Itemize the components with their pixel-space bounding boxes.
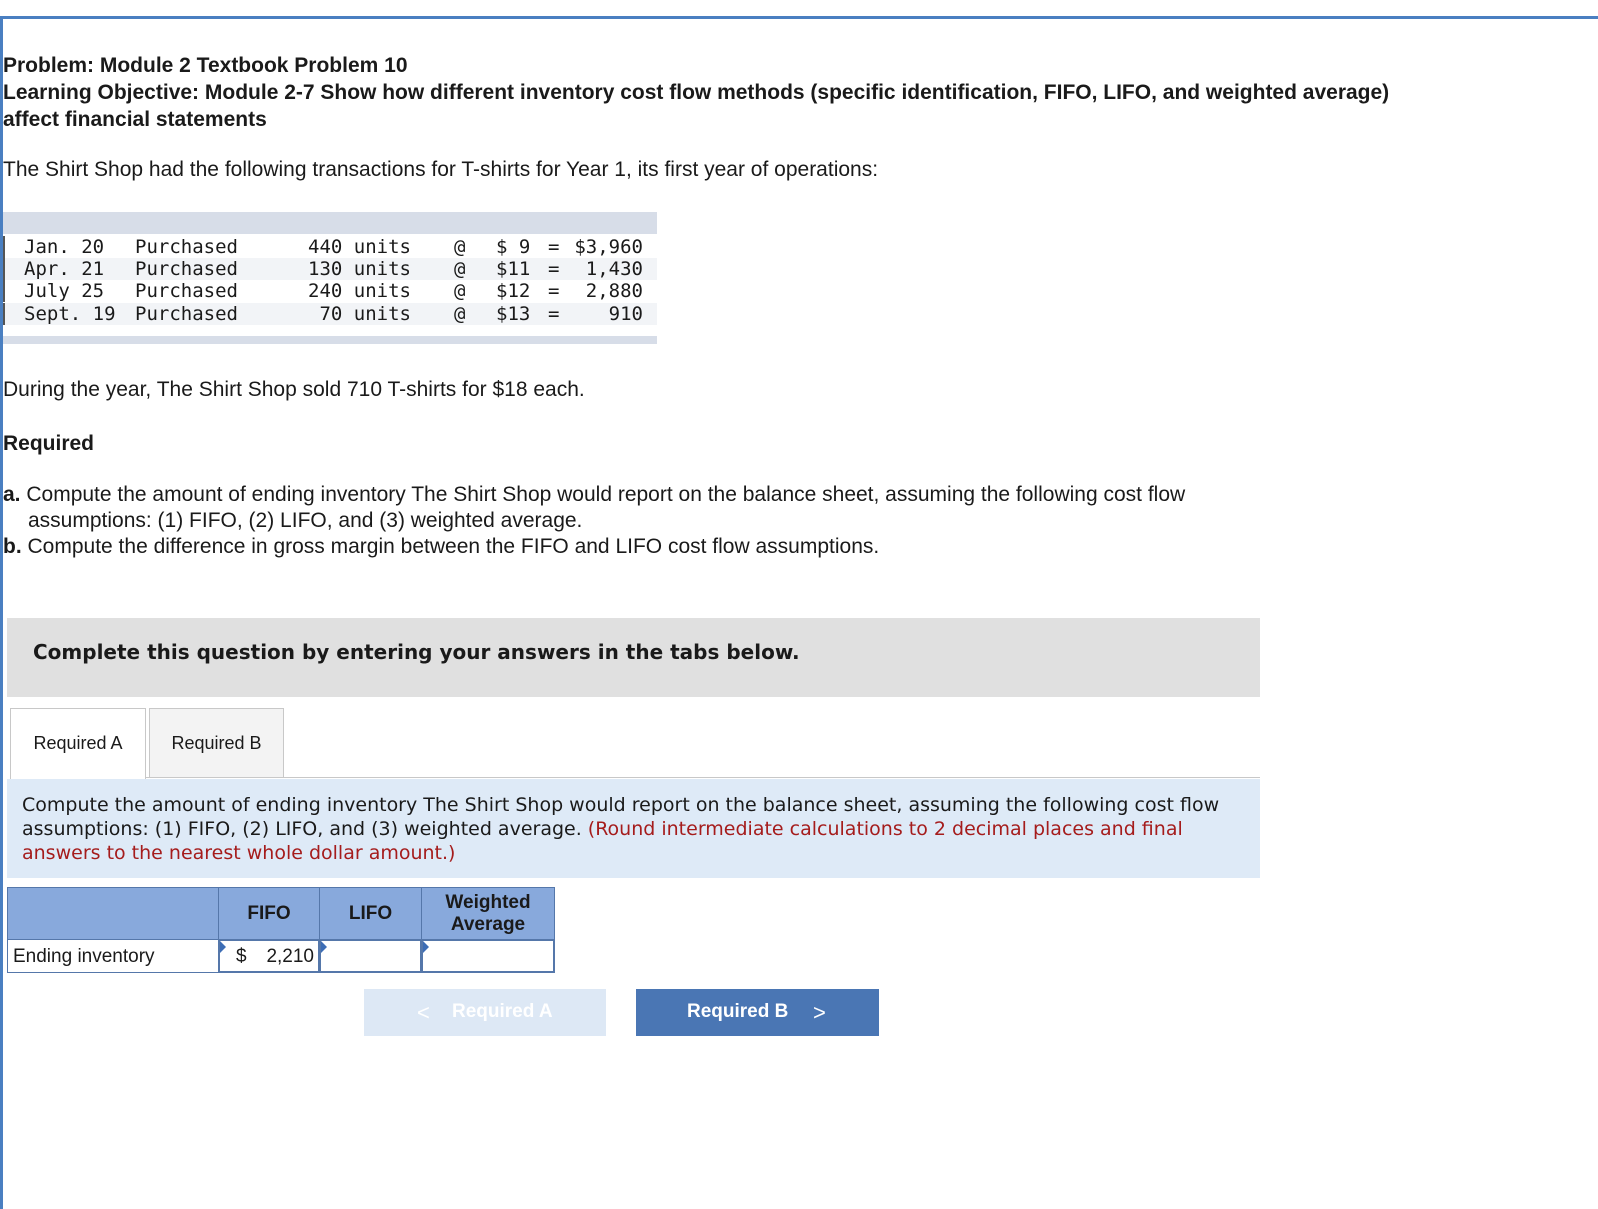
prev-required-a-button[interactable]	[364, 989, 606, 1036]
required-b-text	[3, 535, 879, 559]
tab-required-b[interactable]	[149, 708, 284, 778]
input-flag-icon	[220, 941, 226, 953]
transactions-table	[3, 212, 657, 344]
learning-objective: Learning Objective: Module 2-7 Show how different inventory cost flow methods (specific identification, FIFO, LIFO, and weighted average) affect financial statements	[3, 81, 1390, 131]
complete-banner	[7, 618, 1260, 697]
instruction-text: Compute the amount of ending inventory The Shirt Shop would report on the balance sheet, assuming the following cost flow assumptions: (1) FIFO, (2) LIFO, and (3) weighted average.	[22, 794, 1220, 840]
sold-text: During the year, The Shirt Shop sold 710 T-shirts for $18 each.	[3, 378, 585, 401]
header-lifo: LIFO	[319, 887, 422, 940]
tx-date: Jan. 20	[24, 236, 105, 258]
tab-label: Required B	[171, 733, 262, 753]
rounding-note: (Round intermediate calculations to 2 decimal places and final answers to the nearest whole dollar amount.)	[22, 818, 1183, 864]
required-a-body: Compute the amount of ending inventory The Shirt Shop would report on the balance sheet, assuming the following cost flow	[26, 483, 1186, 506]
next-required-b-button[interactable]	[636, 989, 879, 1036]
tx-equals: =	[548, 258, 560, 280]
fifo-input[interactable]	[218, 939, 320, 973]
lifo-input[interactable]	[319, 939, 422, 973]
input-flag-icon	[321, 941, 327, 953]
complete-prompt: Complete this question by entering your answers in the tabs below.	[33, 640, 800, 664]
prev-button-label: Required A	[452, 1001, 553, 1022]
tx-action: Purchased	[135, 303, 238, 325]
tx-action: Purchased	[135, 258, 238, 280]
tx-date: Sept. 19	[24, 303, 116, 325]
tx-total: $3,960	[574, 236, 643, 258]
table-row	[3, 236, 657, 258]
header-fifo: FIFO	[218, 887, 320, 940]
table-row	[3, 280, 657, 302]
tx-units: 70 units	[319, 303, 411, 325]
tx-units: 130 units	[308, 258, 411, 280]
table-top-rule	[3, 212, 657, 234]
tx-price: $12	[496, 280, 531, 302]
required-a-text	[3, 482, 1333, 534]
table-bottom-rule	[3, 336, 657, 344]
problem-title: Problem: Module 2 Textbook Problem 10	[3, 54, 408, 77]
tx-at: @	[454, 280, 466, 302]
tx-units: 240 units	[308, 280, 411, 302]
table-row	[3, 258, 657, 280]
tab-label: Required A	[33, 733, 123, 753]
next-button-label: Required B	[687, 1001, 789, 1022]
tx-at: @	[454, 303, 466, 325]
tx-units: 440 units	[308, 236, 411, 258]
tx-equals: =	[548, 236, 560, 258]
tx-equals: =	[548, 303, 560, 325]
row-label: Ending inventory	[7, 939, 219, 973]
chevron-right-icon: >	[813, 1000, 826, 1025]
required-a-continuation: assumptions: (1) FIFO, (2) LIFO, and (3) weighted average.	[28, 509, 583, 532]
tx-action: Purchased	[135, 236, 238, 258]
weighted-average-input[interactable]	[421, 939, 555, 973]
tab-required-a[interactable]	[10, 708, 146, 779]
required-b-label: b.	[3, 535, 22, 558]
input-flag-icon	[423, 941, 429, 953]
tx-date: July 25	[24, 280, 105, 302]
tx-at: @	[454, 258, 466, 280]
table-row	[3, 303, 657, 325]
tab-underline	[146, 777, 1260, 778]
tx-total: 910	[608, 303, 643, 325]
frame-left-border	[0, 16, 3, 1209]
tx-price: $ 9	[496, 236, 531, 258]
required-a-label: a.	[3, 483, 21, 506]
tx-equals: =	[548, 280, 560, 302]
tx-total: 1,430	[585, 258, 643, 280]
instruction-box	[7, 779, 1260, 878]
required-b-body: Compute the difference in gross margin between the FIFO and LIFO cost flow assumptions.	[27, 535, 880, 558]
header-weighted-average: Weighted Average	[421, 887, 555, 940]
fifo-value: 2,210	[266, 946, 314, 967]
tx-date: Apr. 21	[24, 258, 105, 280]
tx-price: $11	[496, 258, 531, 280]
frame-top-border	[0, 16, 1598, 19]
tx-total: 2,880	[585, 280, 643, 302]
header-blank	[7, 887, 219, 940]
tx-at: @	[454, 236, 466, 258]
currency-symbol: $	[236, 946, 247, 967]
tx-action: Purchased	[135, 280, 238, 302]
required-heading: Required	[3, 432, 95, 455]
intro-text: The Shirt Shop had the following transactions for T-shirts for Year 1, its first year of operations:	[3, 158, 879, 181]
chevron-left-icon: <	[417, 1000, 430, 1025]
tx-price: $13	[496, 303, 531, 325]
